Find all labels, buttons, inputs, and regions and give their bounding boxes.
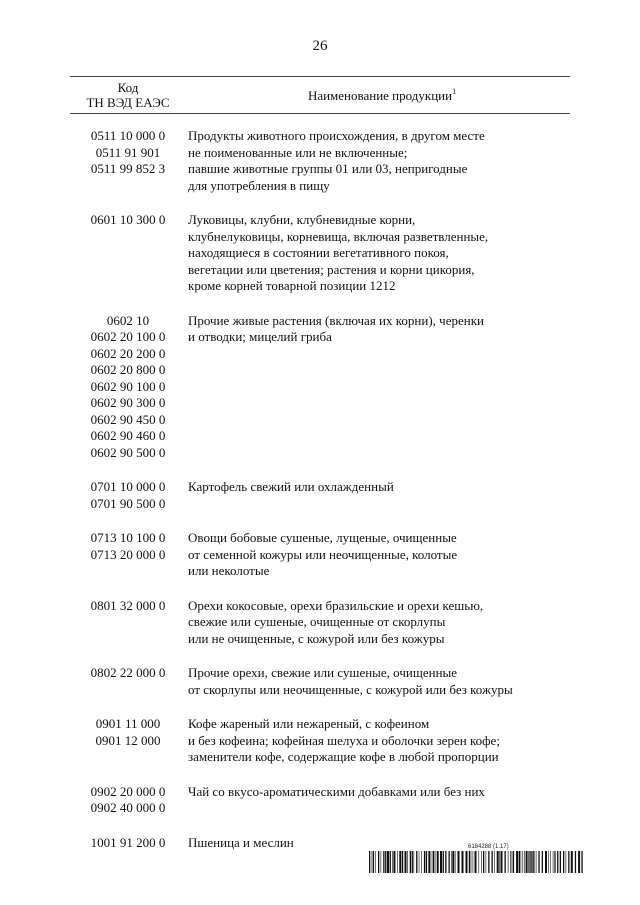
barcode-bar (419, 851, 420, 873)
barcode-bar (548, 851, 549, 873)
barcode-bar (554, 851, 555, 873)
barcode-bar (383, 851, 384, 873)
barcode-bar (451, 851, 452, 873)
barcode-bar (533, 851, 534, 873)
barcode-bar (563, 851, 564, 873)
code-line: 0802 22 000 0 (90, 665, 166, 680)
row-description (186, 665, 570, 698)
table-row (70, 598, 570, 648)
barcode-label: 6184288 (1.17) (468, 844, 509, 850)
row-description (186, 479, 570, 512)
barcode-bar (435, 851, 436, 873)
description-line: Луковицы, клубни, клубневидные корни, (188, 212, 416, 227)
page-number: 26 (312, 38, 328, 54)
description-line: Овощи бобовые сушеные, лущеные, очищенные (188, 530, 457, 545)
barcode-bar (458, 851, 460, 873)
row-codes (70, 598, 186, 648)
code-line: 0701 10 000 0 (90, 479, 166, 494)
code-line: 1001 91 200 0 (90, 834, 166, 850)
barcode-bar (428, 851, 430, 873)
table-body (70, 114, 570, 851)
barcode-bar (499, 851, 500, 873)
table-row (70, 479, 570, 512)
barcode-bar (581, 851, 582, 873)
barcode-bar (513, 851, 514, 873)
code-line: 0601 10 300 0 (90, 212, 166, 227)
row-description (186, 835, 570, 852)
barcode-bar (421, 851, 422, 873)
code-line: 0902 20 000 0 (90, 783, 166, 799)
barcode-bar (494, 851, 495, 873)
code-line: 0713 10 100 0 (90, 530, 166, 545)
barcode-bar (455, 851, 456, 873)
code-line: 0602 90 500 0 (90, 444, 166, 460)
header-footnote: 1 (452, 86, 457, 96)
barcode-bar (524, 851, 525, 873)
barcode-bar (410, 851, 411, 873)
description-line: не поименованные или не включенные; (188, 144, 408, 160)
code-line: 0602 20 100 0 (90, 329, 166, 344)
code-line: 0511 99 852 3 (90, 161, 166, 176)
barcode-bar (392, 851, 393, 873)
barcode-bar (501, 851, 503, 873)
description-line: и отводки; мицелий гриба (188, 329, 332, 344)
barcode-bar (416, 851, 417, 873)
barcode-bar (475, 851, 477, 873)
description-line: Картофель свежий или охлажденный (188, 479, 394, 494)
table-header (70, 76, 570, 114)
barcode-bar (402, 851, 403, 873)
barcode-bar (375, 851, 376, 873)
header-name-label: Наименование продукции (307, 87, 453, 103)
description-line: от скорлупы или неочищенные, с кожурой или без кожуры (188, 681, 513, 697)
barcode-bar (473, 851, 474, 873)
table-row (70, 716, 570, 766)
barcode-bar (560, 851, 561, 873)
row-codes (70, 665, 186, 698)
barcode-bar (529, 851, 530, 873)
barcode-bar (528, 851, 529, 873)
products-table (70, 76, 570, 851)
header-code-line1: Код (117, 80, 139, 95)
barcode-bar (432, 851, 433, 873)
barcode-bar (414, 851, 415, 873)
row-codes (70, 716, 186, 766)
barcode-bar (505, 851, 506, 873)
description-line: Продукты животного происхождения, в другом месте (188, 128, 485, 143)
barcode-bar (568, 851, 569, 873)
description-line: находящиеся в состоянии вегетативного покоя, (188, 245, 449, 260)
code-line: 0602 90 460 0 (90, 428, 166, 443)
barcode-bar (545, 851, 547, 873)
code-line: 0701 90 500 0 (90, 495, 166, 511)
barcode-bar (381, 851, 382, 873)
barcode-image (369, 851, 583, 873)
header-name (186, 87, 570, 104)
row-description (186, 530, 570, 580)
barcode-bar (397, 851, 398, 873)
code-line: 0602 90 450 0 (90, 411, 166, 427)
barcode-bar (519, 851, 520, 873)
barcode-bar (378, 851, 379, 873)
description-line: заменители кофе, содержащие кофе в любой пропорции (188, 749, 499, 764)
barcode-bar (488, 851, 489, 873)
table-row (70, 784, 570, 817)
barcode-bar (452, 851, 454, 873)
description-line: Прочие орехи, свежие или сушеные, очищенные (188, 665, 458, 680)
barcode-bar (512, 851, 513, 873)
barcode-bar (440, 851, 442, 873)
description-line: Чай со вкусо-ароматическими добавками или без них (188, 783, 485, 799)
table-row (70, 128, 570, 194)
barcode-bar (424, 851, 425, 873)
code-line: 0801 32 000 0 (90, 597, 166, 613)
barcode-bar (492, 851, 493, 873)
barcode-bar (387, 851, 389, 873)
row-codes (70, 530, 186, 580)
barcode-bar (497, 851, 499, 873)
barcode-bar (486, 851, 487, 873)
row-codes (70, 784, 186, 817)
description-line: от семенной кожуры или неочищенные, колотые (188, 546, 458, 562)
table-row (70, 530, 570, 580)
table-row (70, 313, 570, 462)
description-line: свежие или сушеные, очищенные от скорлупы (188, 614, 446, 629)
description-line: для употребления в пищу (188, 177, 330, 193)
barcode-bar (369, 851, 370, 873)
row-description (186, 716, 570, 766)
barcode-bar (571, 851, 573, 873)
code-line: 0602 20 800 0 (90, 362, 166, 377)
description-line: кроме корней товарной позиции 1212 (188, 278, 396, 293)
code-line: 0713 20 000 0 (90, 546, 166, 562)
row-description (186, 784, 570, 817)
code-line: 0602 90 100 0 (90, 378, 166, 394)
barcode-bar (443, 851, 444, 873)
row-codes (70, 479, 186, 512)
barcode-bar (469, 851, 470, 873)
description-line: вегетации или цветения; растения и корни цикория, (188, 261, 475, 277)
barcode-bar (553, 851, 554, 873)
barcode-bar (481, 851, 482, 873)
row-description (186, 598, 570, 648)
description-line: или не очищенные, с кожурой или без кожуры (188, 630, 445, 646)
code-line: 0602 10 (106, 312, 150, 328)
barcode-bar (385, 851, 386, 873)
description-line: Орехи кокосовые, орехи бразильские и орехи кешью, (188, 597, 484, 613)
barcode-bar (516, 851, 518, 873)
barcode-bar (526, 851, 528, 873)
barcode-bar (412, 851, 413, 873)
description-line: Кофе жареный или нежареный, с кофеином (188, 716, 430, 731)
barcode-bar (437, 851, 439, 873)
barcode-bar (566, 851, 567, 873)
barcode-bar (550, 851, 551, 873)
barcode-bar (393, 851, 395, 873)
barcode-bar (557, 851, 558, 873)
row-codes (70, 212, 186, 295)
barcode-bar (449, 851, 450, 873)
barcode-bar (373, 851, 374, 873)
header-code (70, 80, 186, 110)
barcode-bar (471, 851, 472, 873)
header-code-line2: ТН ВЭД ЕАЭС (86, 95, 170, 110)
table-row (70, 212, 570, 295)
barcode-bar (521, 851, 522, 873)
barcode-bar (531, 851, 532, 873)
barcode-bar (483, 851, 484, 873)
barcode-bar (479, 851, 480, 873)
row-codes (70, 835, 186, 852)
barcode-bar (542, 851, 543, 873)
description-line: и без кофеина; кофейная шелуха и оболочки зерен кофе; (188, 732, 500, 748)
code-line: 0602 20 200 0 (90, 345, 166, 361)
description-line: Прочие живые растения (включая их корни), черенки (188, 312, 484, 328)
code-line: 0901 12 000 (95, 732, 161, 748)
code-line: 0511 91 901 (95, 144, 161, 160)
row-description (186, 212, 570, 295)
row-codes (70, 128, 186, 194)
description-line: Пшеница и меслин (188, 834, 294, 850)
barcode-bar (575, 851, 576, 873)
barcode-bar (390, 851, 391, 873)
barcode-bar (536, 851, 537, 873)
barcode-bar (555, 851, 556, 873)
description-line: клубнелуковицы, корневища, включая разветвленные, (188, 228, 489, 244)
barcode-bar (426, 851, 427, 873)
table-row (70, 665, 570, 698)
barcode-bar (445, 851, 446, 873)
barcode-bar (433, 851, 434, 873)
barcode-bar (405, 851, 407, 873)
code-line: 0511 10 000 0 (90, 128, 166, 143)
code-line: 0901 11 000 (95, 716, 161, 731)
row-description (186, 313, 570, 462)
code-line: 0902 40 000 0 (90, 800, 166, 815)
row-codes (70, 313, 186, 462)
barcode-bar (538, 851, 539, 873)
code-line: 0602 90 300 0 (90, 395, 166, 410)
barcode-bar (510, 851, 511, 873)
barcode-bar (462, 851, 464, 873)
barcode-bar (399, 851, 401, 873)
barcode-bar (523, 851, 524, 873)
barcode-bar (372, 851, 373, 873)
barcode-bar (466, 851, 468, 873)
barcode-bar (508, 851, 509, 873)
description-line: или неколотые (188, 563, 270, 578)
description-line: павшие животные группы 01 или 03, непригодные (188, 161, 468, 176)
barcode-bar (578, 851, 580, 873)
barcode-bar (407, 851, 408, 873)
row-description (186, 128, 570, 194)
